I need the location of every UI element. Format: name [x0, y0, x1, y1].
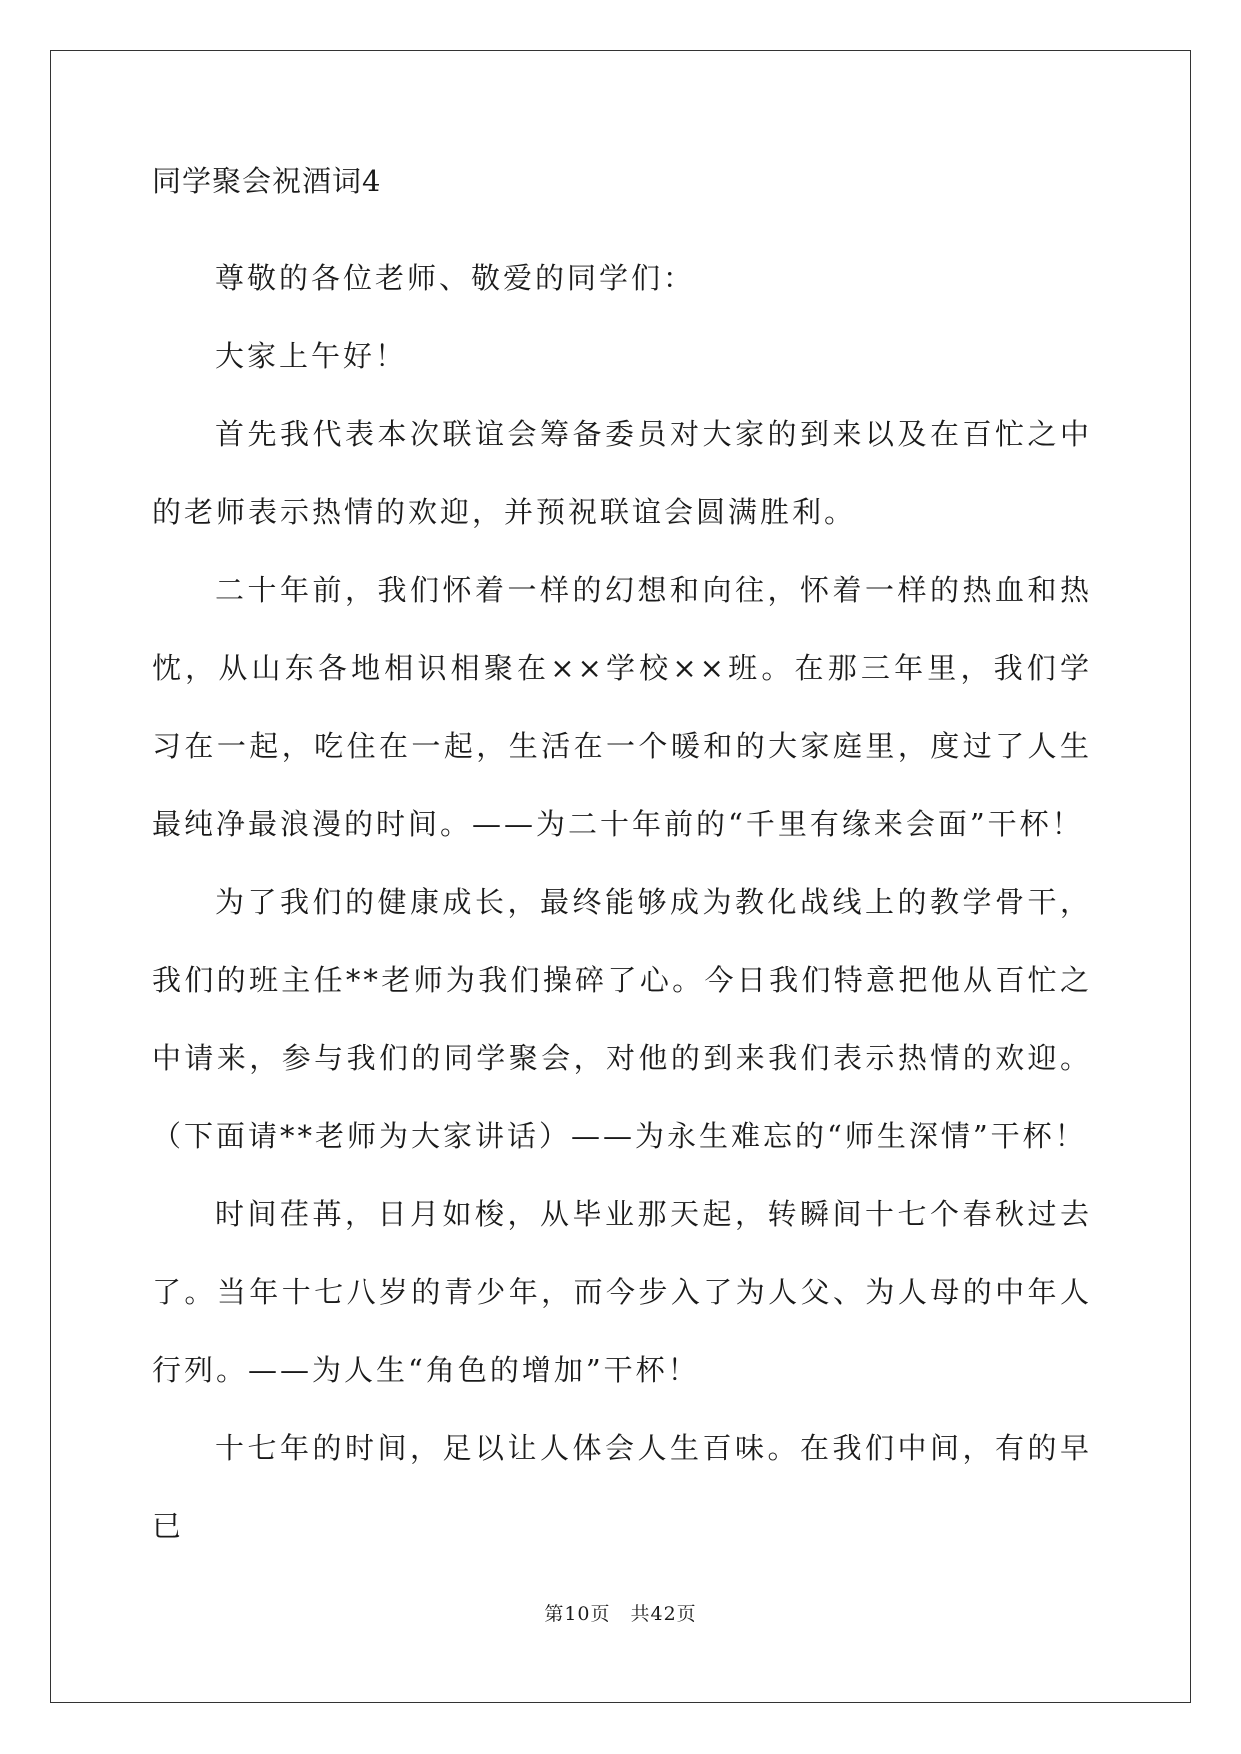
paragraph-welcome: 首先我代表本次联谊会筹备委员对大家的到来以及在百忙之中的老师表示热情的欢迎，并预祝联谊会圆满胜利。	[152, 417, 1092, 529]
document-body	[152, 162, 1092, 1565]
document-title: 同学聚会祝酒词4	[152, 164, 382, 198]
paragraph-teacher: 为了我们的健康成长，最终能够成为教化战线上的教学骨干，我们的班主任**老师为我们操碎了心。今日我们特意把他从百忙之中请来，参与我们的同学聚会，对他的到来我们表示热情的欢迎。（下面请**老师为大家讲话）——为永生难忘的“师生深情”干杯！	[152, 885, 1092, 1153]
paragraph-twenty-years-ago: 二十年前，我们怀着一样的幻想和向往，怀着一样的热血和热忱，从山东各地相识相聚在××学校××班。在那三年里，我们学习在一起，吃住在一起，生活在一个暖和的大家庭里，度过了人生最纯净最浪漫的时间。——为二十年前的“千里有缘来会面”干杯！	[152, 573, 1092, 841]
paragraph-list	[152, 239, 1092, 1565]
paragraph-time-passes: 时间荏苒，日月如梭，从毕业那天起，转瞬间十七个春秋过去了。当年十七八岁的青少年，而今步入了为人父、为人母的中年人行列。——为人生“角色的增加”干杯！	[152, 1197, 1092, 1387]
paragraph-greeting: 尊敬的各位老师、敬爱的同学们：	[215, 261, 696, 295]
page-number-footer: 第10页 共42页	[544, 1603, 697, 1625]
paragraph-salutation: 大家上午好！	[215, 339, 408, 373]
paragraph-seventeen-years: 十七年的时间，足以让人体会人生百味。在我们中间，有的早已	[152, 1431, 1092, 1543]
